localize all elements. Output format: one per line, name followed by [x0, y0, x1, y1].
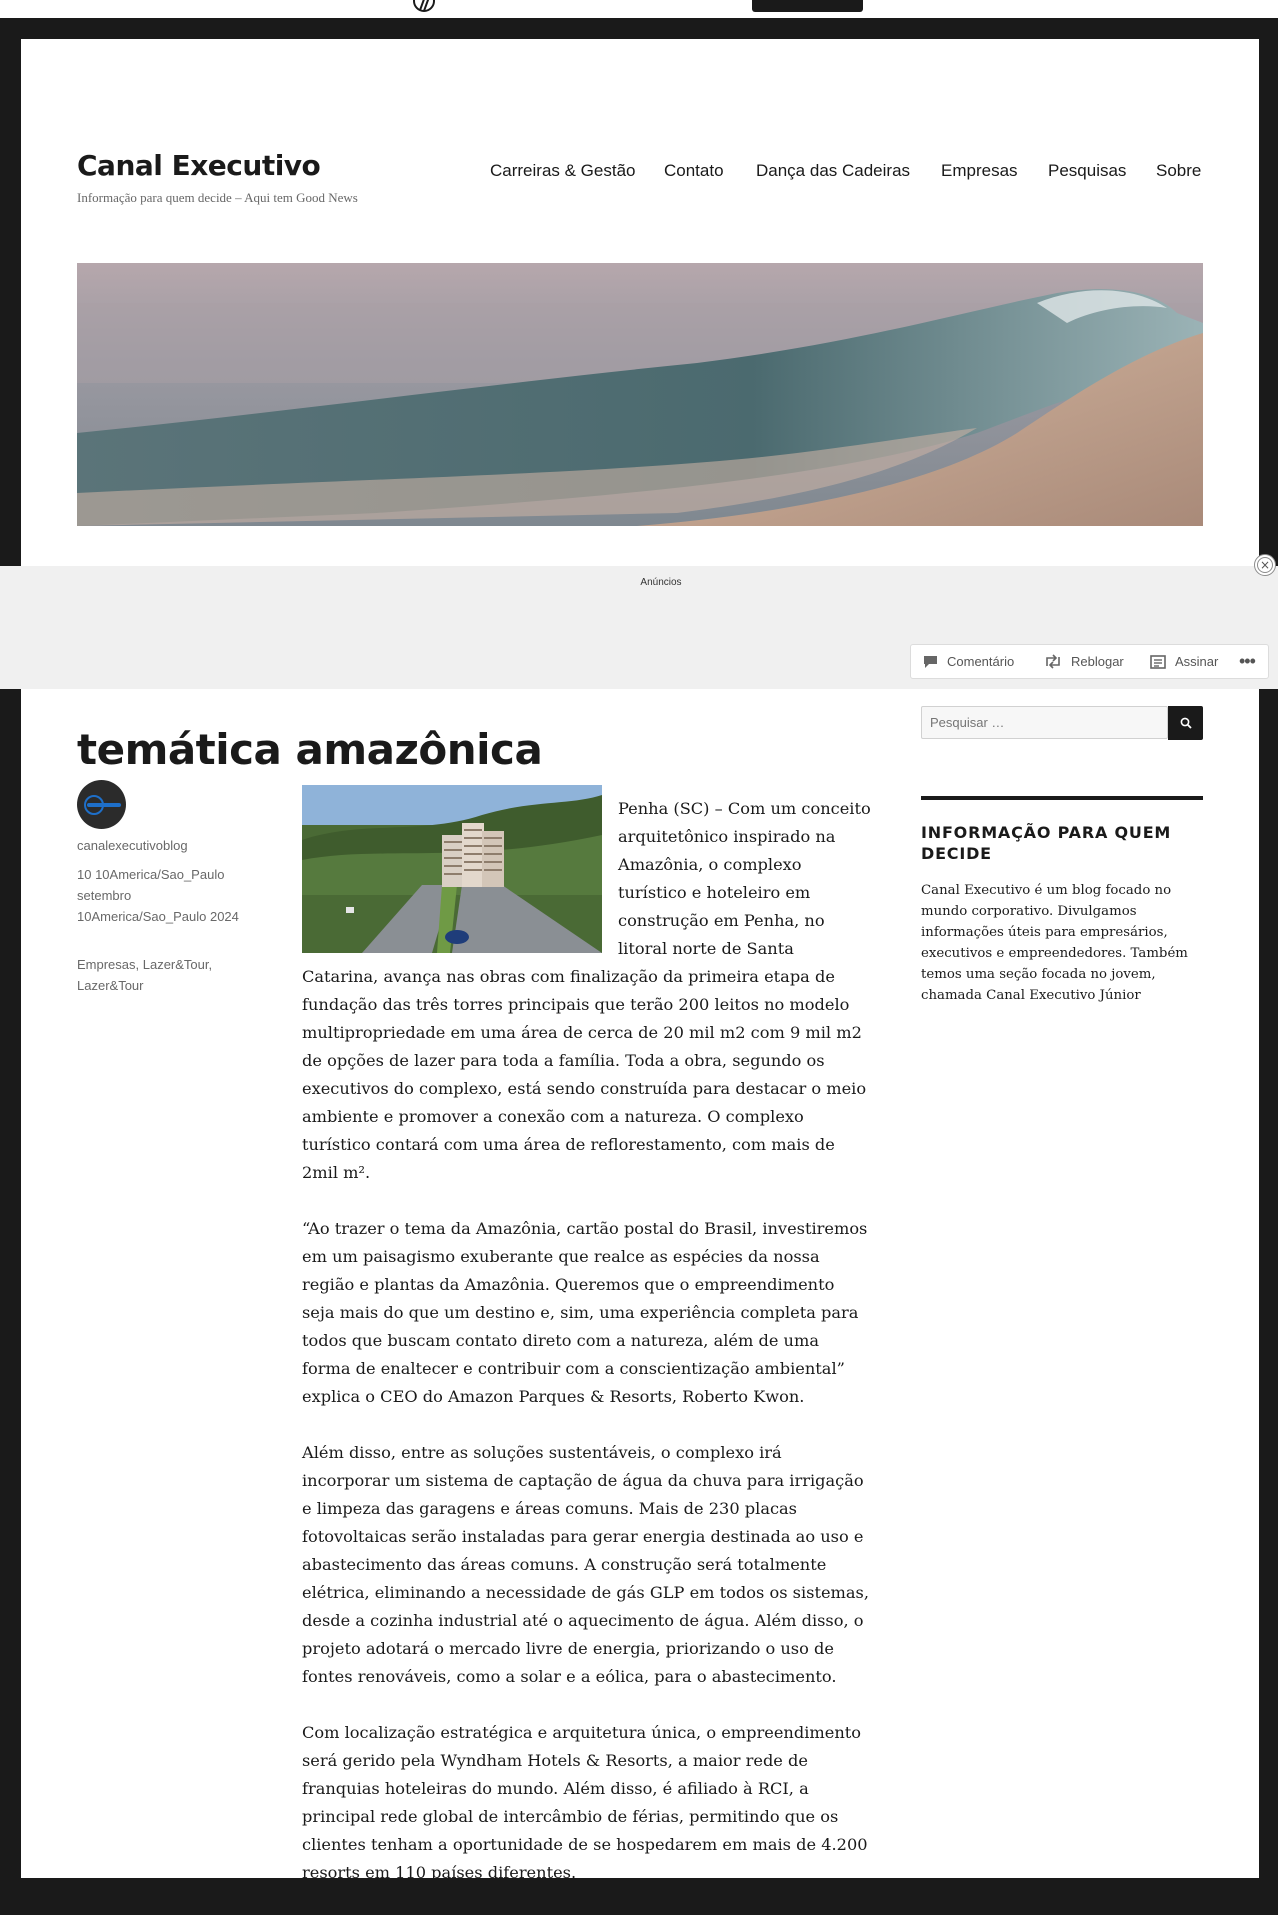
article-paragraph: Penha (SC) – Com um conceito arquitetônico inspirado na Amazônia, o complexo turístico e hoteleiro em construção em Penha, no litoral norte de Santa Catarina, avança nas obras com finalização da primeira etapa de fundação das três torres principais que terão 200 leitos no modelo multipropriedade em uma área de cerca de 20 mil m2 com 9 mil m2 de opções de lazer para toda a família. Toda a obra, segundo os executivos do complexo, está sendo construída para destacar o meio ambiente e promover a conexão com a natureza. O complexo turístico contará com uma área de reflorestamento, com mais de 2mil m².: [302, 799, 871, 1182]
action-bar: [910, 644, 1269, 679]
widget-title: INFORMAÇÃO PARA QUEM DECIDE: [921, 823, 1172, 863]
nav-item-contato[interactable]: Contato: [664, 161, 724, 180]
close-icon: ×: [1257, 557, 1273, 573]
nav-item-sobre[interactable]: Sobre: [1156, 161, 1202, 180]
site-title[interactable]: Canal Executivo: [77, 149, 321, 182]
post-date[interactable]: 10 10America/Sao_Paulo setembro 10America/Sao_Paulo 2024: [77, 867, 239, 924]
site-description: Informação para quem decide – Aqui tem Good News: [77, 190, 358, 205]
widget-text: Canal Executivo é um blog focado no mundo corporativo. Divulgamos informações úteis para empresários, executivos e empreendedores. Também temos uma seção focada no jovem, chamada Canal Executivo Júnior: [921, 883, 1188, 1003]
more-options-button[interactable]: •••: [1239, 651, 1255, 671]
main-navigation: [21, 161, 1203, 185]
post-categories[interactable]: Empresas, Lazer&Tour, Lazer&Tour: [77, 957, 213, 993]
search-input[interactable]: [921, 706, 1168, 739]
article-paragraph: Com localização estratégica e arquitetura única, o empreendimento será gerido pela Wyndham Hotels & Resorts, a maior rede de franquias hoteleiras do mundo. Além disso, é afiliado à RCI, a principal rede global de intercâmbio de férias, permitindo que os clientes tenham a oportunidade de se hospedarem em mais de 4.200 resorts em 110 países diferentes.: [302, 1723, 868, 1882]
nav-item-danca-das-cadeiras[interactable]: Dança das Cadeiras: [756, 161, 911, 180]
widget-divider: [921, 796, 1203, 800]
subscribe-icon: [1150, 655, 1166, 669]
subscribe-label: Assinar: [1175, 654, 1219, 669]
comment-icon: [923, 655, 938, 669]
admin-bar: [0, 0, 1278, 18]
post-title: temática amazônica: [77, 725, 543, 774]
reblog-label: Reblogar: [1071, 654, 1124, 669]
comment-button[interactable]: [923, 645, 1014, 678]
search-button[interactable]: [1168, 706, 1203, 740]
nav-item-carreiras[interactable]: Carreiras & Gestão: [490, 161, 636, 180]
nav-item-pesquisas[interactable]: Pesquisas: [1048, 161, 1127, 180]
site-container: [21, 39, 1259, 1882]
reblog-icon: [1044, 654, 1062, 669]
wordpress-icon[interactable]: [413, 0, 435, 12]
admin-bar-button[interactable]: [752, 0, 863, 12]
subscribe-button[interactable]: [1150, 645, 1218, 678]
ad-label: Anúncios: [640, 577, 682, 588]
ad-close-button[interactable]: [1254, 554, 1276, 576]
nav-item-empresas[interactable]: Empresas: [941, 161, 1018, 180]
search-icon: [1180, 717, 1192, 729]
reblog-button[interactable]: [1044, 645, 1124, 678]
author-avatar[interactable]: [77, 780, 126, 829]
header-image[interactable]: [77, 263, 1203, 526]
article-body: [302, 795, 872, 1915]
article-paragraph: “Ao trazer o tema da Amazônia, cartão postal do Brasil, investiremos em um paisagismo exuberante que realce as espécies da nossa região e plantas da Amazônia. Queremos que o empreendimento seja mais do que um destino e, sim, uma experiência completa para todos que buscam contato direto com a natureza, além de uma forma de enaltecer e contribuir com a conscientização ambiental” explica o CEO do Amazon Parques & Resorts, Roberto Kwon.: [302, 1219, 868, 1406]
comment-label: Comentário: [947, 654, 1015, 669]
image-float-spacer: [302, 785, 618, 955]
post-author[interactable]: canalexecutivoblog: [77, 838, 188, 853]
article-paragraph: Além disso, entre as soluções sustentáveis, o complexo irá incorporar um sistema de captação de água da chuva para irrigação e limpeza das garagens e áreas comuns. Mais de 230 placas fotovoltaicas serão instaladas para gerar energia destinada ao uso e abastecimento das áreas comuns. A construção será totalmente elétrica, eliminando a necessidade de gás GLP em todos os sistemas, desde a cozinha industrial até o aquecimento de água. Além disso, o projeto adotará o mercado livre de energia, priorizando o uso de fontes renováveis, como a solar e a eólica, para o abastecimento.: [302, 1443, 870, 1686]
